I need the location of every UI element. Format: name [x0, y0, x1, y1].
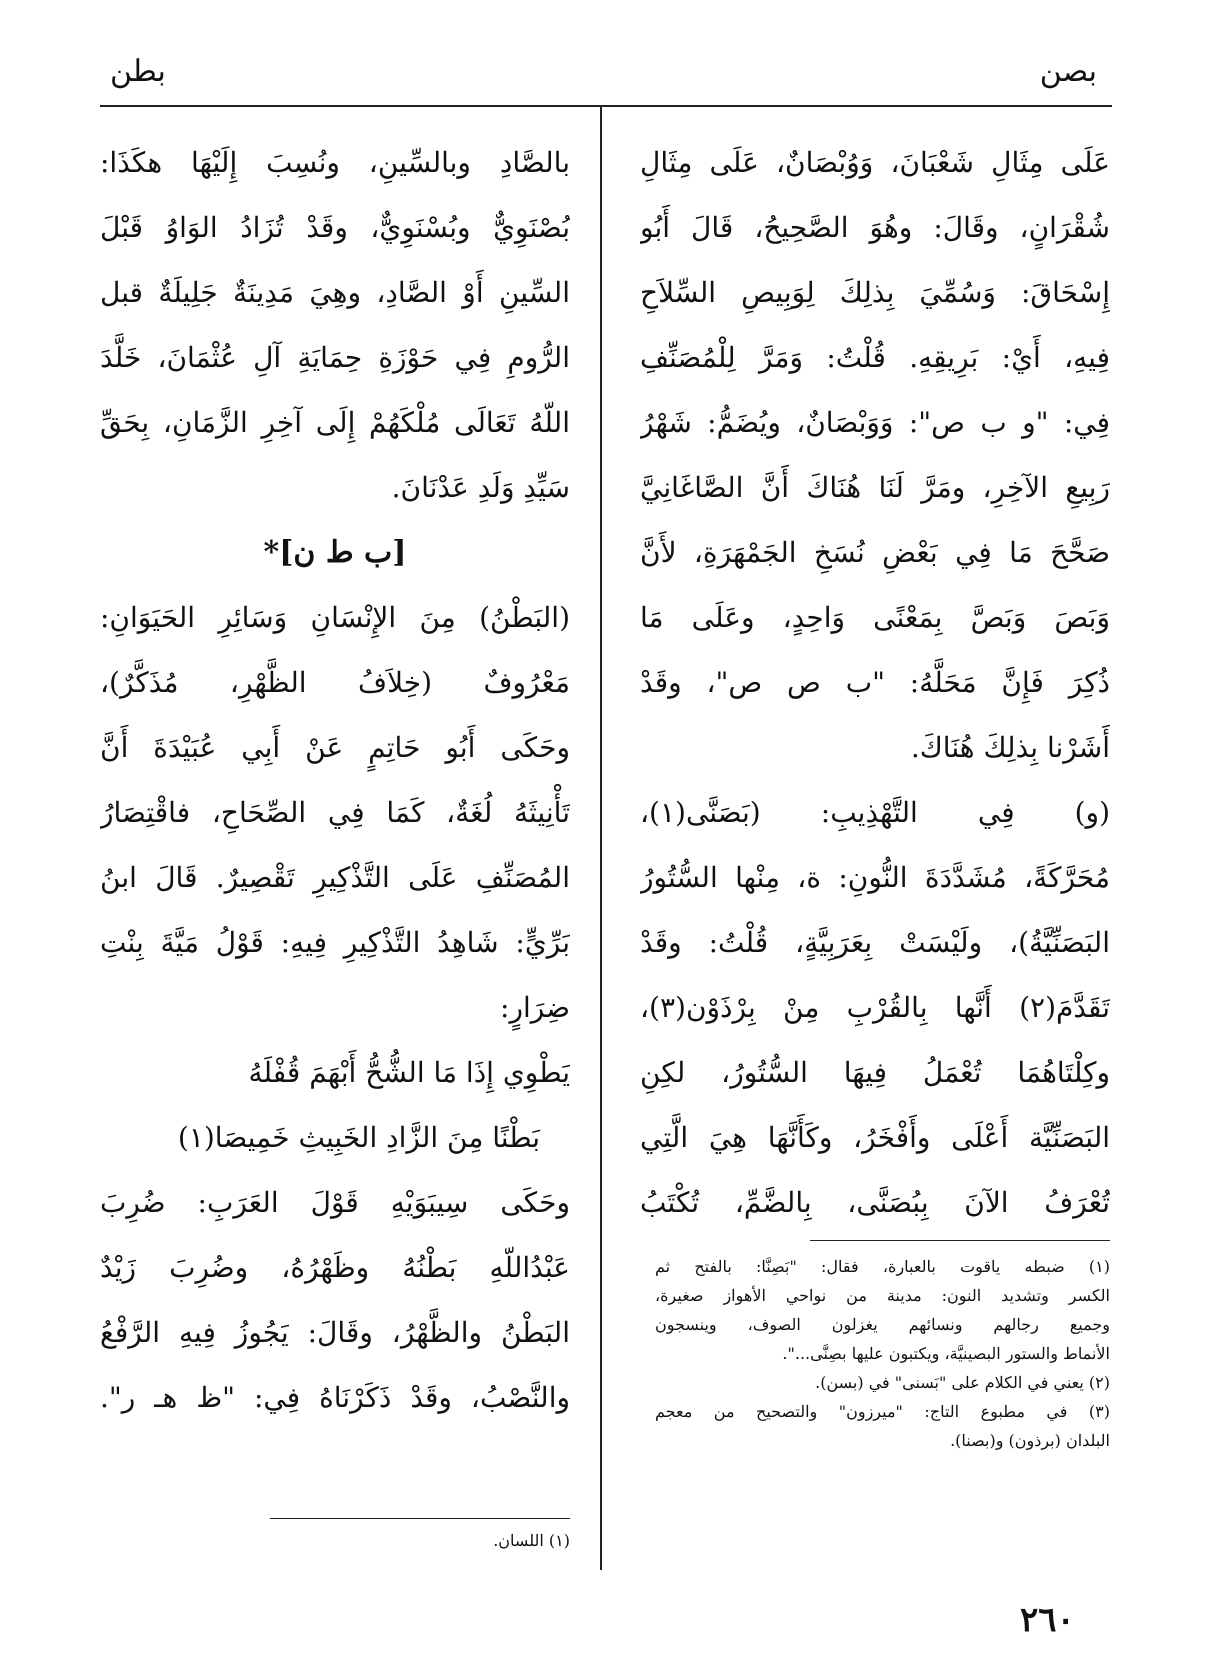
footnote-line: (٢) يعني في الكلام على "بَسنى" في (بسن).: [815, 1373, 1110, 1392]
text-line: رَبِيعِ الآخِرِ، ومَرَّ لَنَا هُنَاكَ أَنَّ الصَّاغَانِيَّ: [640, 471, 1110, 504]
text-line: الرُّومِ فِي حَوْزَةِ حِمَايَةِ آلِ عُثْمَانَ، خَلَّدَ: [100, 341, 570, 374]
text-line: وكِلْتَاهُمَا تُعْمَلُ فِيهَا السُّتُورُ، لكِنِ: [640, 1056, 1110, 1089]
text-line: البَصَنِّيَّةُ)، ولَيْسَتْ بِعَرَبِيَّةٍ، قُلْتُ: وقَدْ: [640, 926, 1110, 959]
right-column: [640, 130, 1110, 1235]
text-line: تَأْنِيثَهُ لُغَةٌ، كَمَا فِي الصِّحَاحِ، فاقْتِصَارُ: [100, 796, 570, 829]
text-line: مَعْرُوفٌ (خِلاَفُ الظَّهْرِ، مُذَكَّرٌ)،: [100, 666, 570, 699]
footnote-line: البلدان (برذون) و(بصنا).: [950, 1431, 1110, 1450]
text-line: إِسْحَاقَ: وَسُمِّيَ بِذلِكَ لِوَبِيصِ السِّلاَحِ: [640, 276, 1110, 309]
text-line: وحَكَى سِيبَوَيْهِ قَوْلَ العَرَبِ: ضُرِبَ: [100, 1186, 570, 1219]
footnote-line: الأنماط والستور البصينيَّة، ويكتبون عليها بصِنَّى...".: [782, 1344, 1110, 1363]
verse-line: يَطْوِي إِذَا مَا الشُّحُّ أَبْهَمَ قُفْلَهُ: [248, 1056, 570, 1089]
page-number: ٢٦٠: [1020, 1600, 1075, 1640]
text-line: بَرِّيٍّ: شَاهِدُ التَّذْكِيرِ فِيهِ: قَوْلُ مَيَّةَ بِنْتِ: [100, 926, 570, 959]
text-line: المُصَنِّفِ عَلَى التَّذْكِيرِ تَقْصِيرٌ. قَالَ ابنُ: [100, 861, 570, 894]
text-line: السِّينِ أَوْ الصَّادِ، وهِيَ مَدِينَةٌ جَلِيلَةٌ قبل: [100, 276, 570, 309]
verse-line: بَطْنًا مِنَ الزَّادِ الخَبِيثِ خَمِيصَا(١): [177, 1121, 540, 1154]
text-line: بالصَّادِ وبالسِّينِ، ونُسِبَ إِلَيْهَا هكَذَا:: [100, 146, 570, 179]
text-line: ذُكِرَ فَإِنَّ مَحَلَّهُ: "ب ص ص"، وقَدْ: [640, 666, 1110, 699]
footnotes-right: [655, 1252, 1110, 1455]
text-line: فِيهِ، أَيْ: بَرِيقِهِ. قُلْتُ: وَمَرَّ لِلْمُصَنِّفِ: [640, 341, 1110, 374]
footnote-rule-right: [810, 1240, 1110, 1241]
text-line: بُصْنَوِيٌّ وبُسْنَوِيٌّ، وقَدْ تُزَادُ الوَاوُ قَبْلَ: [100, 211, 570, 244]
header-rule: [100, 105, 1112, 107]
footnote-rule-left: [270, 1518, 570, 1519]
text-line: تُعْرَفُ الآنَ بِبُصَنَّى، بِالضَّمِّ، تُكْتَبُ: [640, 1186, 1110, 1219]
running-header-left: بطن: [110, 54, 166, 89]
text-line: شُقْرَانٍ، وقَالَ: وهُوَ الصَّحِيحُ، قَالَ أَبُو: [640, 211, 1110, 244]
text-line: صَحَّحَ مَا فِي بَعْضِ نُسَخِ الجَمْهَرَةِ، لأَنَّ: [640, 536, 1110, 569]
text-line: مُحَرَّكَةً، مُشَدَّدَةَ النُّونِ: ة، مِنْها السُّتُورُ: [640, 861, 1110, 894]
column-divider: [600, 105, 602, 1570]
running-header-right: بصن: [1039, 54, 1097, 89]
text-line: البَطْنُ والظَّهْرُ، وقَالَ: يَجُوزُ فِيهِ الرَّفْعُ: [100, 1316, 570, 1349]
text-line: سَيِّدِ وَلَدِ عَدْنَانَ.: [391, 471, 570, 504]
text-line: ضِرَارٍ:: [500, 991, 570, 1024]
text-line: فِي: "و ب ص": وَوَبْصَانٌ، ويُضَمُّ: شَهْرُ: [640, 406, 1110, 439]
footnote-line: الكسر وتشديد النون: مدينة من نواحي الأهواز صغيرة،: [655, 1286, 1110, 1305]
text-line: عَبْدُاللّهِ بَطْنُهُ وظَهْرُهُ، وضُرِبَ زَيْدٌ: [100, 1251, 570, 1284]
footnote-line: (٣) في مطبوع التاج: "ميرزون" والتصحيح من معجم: [655, 1402, 1110, 1421]
footnotes-left: [270, 1526, 570, 1555]
footnote-line: (١) ضبطه ياقوت بالعبارة، فقال: "بَصِنَّا: بالفتح ثم: [655, 1257, 1110, 1276]
footnote-line: (١) اللسان.: [493, 1531, 570, 1550]
text-line: وَبَصَ وَبَصَّ بِمَعْنًى وَاحِدٍ، وعَلَى مَا: [640, 601, 1110, 634]
left-column: [100, 130, 570, 1430]
text-line: اللّهُ تَعَالَى مُلْكَهُمْ إِلَى آخِرِ الزَّمَانِ، بِحَقِّ: [100, 406, 570, 439]
text-line: عَلَى مِثَالِ شَعْبَانَ، وَوُبْصَانٌ، عَلَى مِثَالِ: [640, 146, 1110, 179]
entry-heading: [ب ط ن]*: [263, 535, 407, 570]
text-line: تَقَدَّمَ(٢) أَنَّها بِالقُرْبِ مِنْ بِرْذَوْن(٣)،: [640, 991, 1110, 1024]
text-line: البَصَنِّيَّة أَعْلَى وأَفْخَرُ، وكَأَنَّهَا هِيَ الَّتِي: [640, 1121, 1110, 1154]
footnote-line: وجميع رجالهم ونسائهم يغزلون الصوف، وينسجون: [655, 1315, 1110, 1334]
text-line: (و) فِي التَّهْذِيبِ: (بَصَنَّى(١)،: [640, 796, 1110, 829]
text-line: والنَّصْبُ، وقَدْ ذَكَرْنَاهُ فِي: "ظ هـ ر".: [100, 1381, 570, 1414]
text-line: وحَكَى أَبُو حَاتِمٍ عَنْ أَبِي عُبَيْدَةَ أَنَّ: [100, 731, 570, 764]
text-line: أَشَرْنا بِذلِكَ هُنَاكَ.: [910, 731, 1110, 764]
text-line: (البَطْنُ) مِنَ الإِنْسَانِ وَسَائِرِ الحَيَوَانِ:: [100, 601, 570, 634]
